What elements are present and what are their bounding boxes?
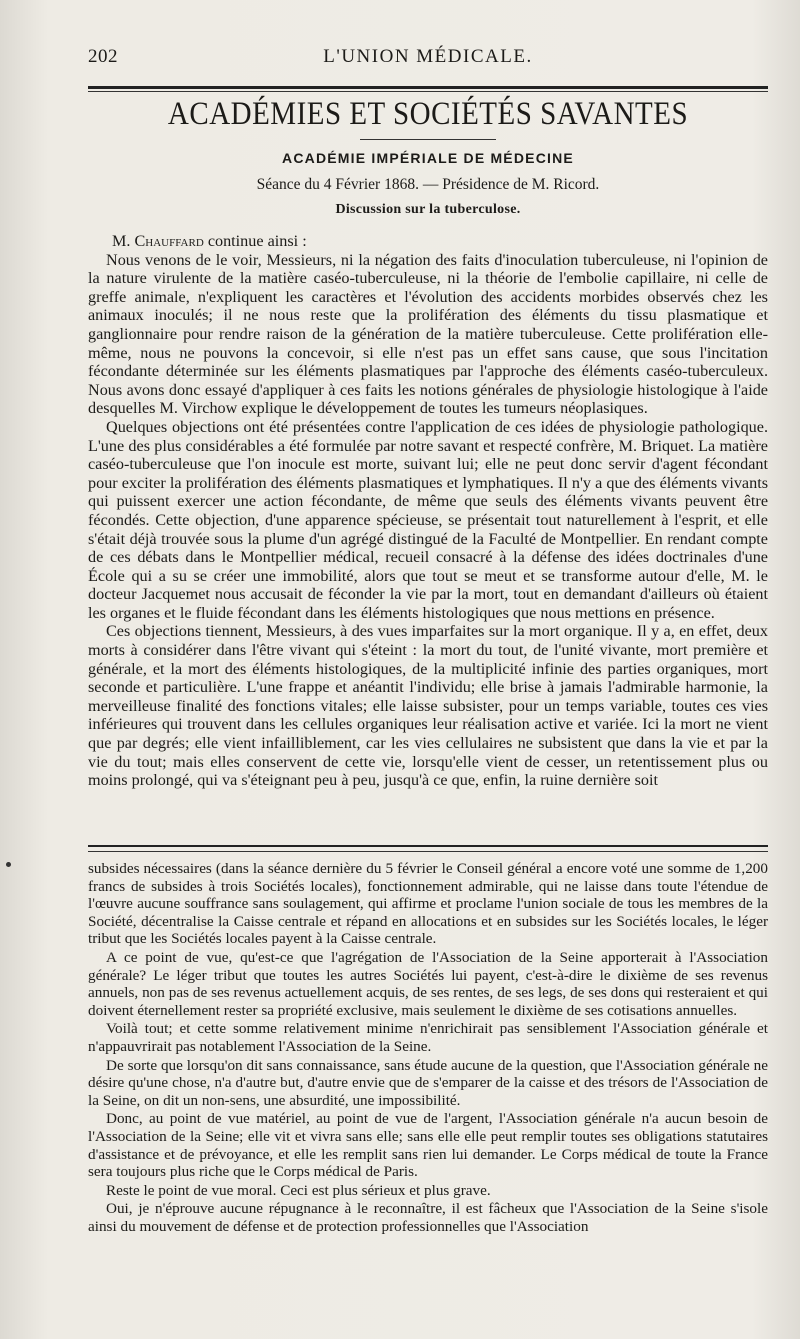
session-line: Séance du 4 Février 1868. — Présidence de M. Ricord. [256,176,600,193]
page-header [88,46,768,76]
page-number: 202 [88,46,118,67]
feuilleton-paragraph: A ce point de vue, qu'est-ce que l'agrégation de l'Association de la Seine apporterait à l'Association générale? Le léger tribut que toutes les autres Sociétés lui payent, c'est-à-dire le dixième de ses revenus annuels, non pas de ses revenus actuellement acquis, de ses rentes, de ses legs, de ses dons qui resteraient et qui doivent éternellement rester sa propriété exclusive, mais seulement le dixième de ses cotisations annuelles. [88,948,768,1019]
body-paragraph: Quelques objections ont été présentées contre l'application de ces idées de physiologie pathologique. L'une des plus considérables a été formulée par notre savant et respecté confrère, M. Briquet. La matière caséo-tuberculeuse que l'on inocule est morte, suivant lui; elle ne peut donc servir d'agent fécondant pour exciter la prolifération des éléments plasmatiques et lymphatiques. Il n'y a que des éléments vivants qui puissent exercer une action fécondante, de même que seuls des éléments vivants peuvent être fécondés. Cette objection, d'une apparence spécieuse, se présentait tout naturellement à l'esprit, et elle s'était déjà trouvée sous la plume d'un agrégé distingué de la Faculté de Montpellier. En rendant compte de ces débats dans le Montpellier médical, recueil consacré à la défense des idées doctrinales d'une École qui a su se créer une immobilité, alors que tout se meut et se transforme autour d'elle, M. le docteur Jacquemet nous accusait de féconder la vie par la mort, tout en demandant d'ailleurs où étaient les organes et le fluide fécondant dans les éléments histologiques que nous mettions en présence. [88,417,768,622]
section-divider [360,139,496,140]
journal-title: L'UNION MÉDICALE. [323,46,533,67]
feuilleton-paragraph: Reste le point de vue moral. Ceci est plus sérieux et plus grave. [106,1181,491,1199]
speaker-line [88,232,768,251]
feuilleton-paragraph: Voilà tout; et cette somme relativement minime n'enrichirait pas sensiblement l'Association générale et n'appauvrirait pas notablement l'Association de la Seine. [88,1020,768,1055]
feuilleton-paragraph: De sorte que lorsqu'on dit sans connaissance, sans étude aucune de la question, que l'Association générale ne désire qu'une chose, n'a d'autre but, d'autre envie que de s'emparer de la caisse et des trésors de l'Association de la Seine, on dit un non-sens, une absurdité, une impossibilité. [88,1056,768,1109]
academy-title: ACADÉMIE IMPÉRIALE DE MÉDECINE [282,150,574,166]
feuilleton-paragraph: subsides nécessaires (dans la séance dernière du 5 février le Conseil général a encore voté une somme de 1,200 francs de subsides à trois Sociétés locales), fonctionnement admirable, qui ne laisse dans toute l'étendue de l'œuvre aucune souffrance sans soulagement, qui affirme et proclame l'union sociale de tous les membres de la Société, décentralise la Caisse centrale et répand en allocations et en subsides sur les Sociétés locales, le léger tribut que les Sociétés locales payent à la Caisse centrale. [88,860,768,948]
discussion-heading: Discussion sur la tuberculose. [335,202,521,217]
speaker-verb: continue ainsi : [207,232,307,250]
body-paragraph: Ces objections tiennent, Messieurs, à des vues imparfaites sur la mort organique. Il y a, en effet, deux morts à considérer dans l'être vivant qui s'éteint : la mort du tout, de l'unité vivante, mort première et générale, et la mort des éléments histologiques, de la multiplicité infinie des parties organiques, mort seconde et particulière. L'une frappe et anéantit l'individu; elle brise à jamais l'admirable harmonie, la merveilleuse finalité des fonctions vitales; elle laisse subsister, pour un temps variable, toutes ces vies inférieures qui trouvent dans les cellules organiques leur réalisation active et variée. Ici la mort ne vient que par degrés; elle vient infailliblement, car les vies cellulaires ne subsistent que dans la vie et par la vie du tout; mais elles conservent de cette vie, lorsqu'elle vient de cesser, un retentissement plus ou moins prolongé, qui va s'éteignant peu à peu, jusqu'à ce que, enfin, la ruine dernière soit [88,622,768,790]
feuilleton-body [88,860,768,1236]
feuilleton-paragraph: Donc, au point de vue matériel, au point de vue de l'argent, l'Association générale n'a aucun besoin de l'Association de la Seine; elle vit et vivra sans elle; sans elle elle peut remplir toutes ses obligations statutaires d'assistance et de prévoyance, et elle les remplit sans rien lui demander. Le Corps médical de toute la France sera toujours plus riche que le Corps médical de Paris. [88,1110,768,1181]
body-paragraph: Nous venons de le voir, Messieurs, ni la négation des faits d'inoculation tuberculeuse, ni l'opinion de la nature virulente de la matière caséo-tuberculeuse, ni la théorie de l'embolie capillaire, ni celle de greffe animale, n'expliquent les caractères et l'évolution des accidents morbides observés chez les animaux inoculés; il ne nous reste que la prolifération des éléments du tissu plasmatique et ganglionnaire pour rendre raison de la génération de la matière tuberculeuse. Cette prolifération elle-même, nous ne pouvons la concevoir, si elle n'est pas un effet sans cause, que sous l'incitation fécondante déterminée sur les éléments plasmatiques par l'approche des éléments caséo-tuberculeux. Nous avons donc essayé d'appliquer à ces faits les notions générales de physiologie histologique à l'aide desquelles M. Virchow explique le développement de toutes les tumeurs néoplasiques. [88,250,768,418]
feuilleton-rule [88,845,768,847]
section-title: ACADÉMIES ET SOCIÉTÉS SAVANTES [167,96,689,132]
header-rule-thin [88,91,768,92]
article-body [88,232,768,790]
header-rule [88,86,768,89]
speaker-name: M. Chauffard [112,232,204,250]
margin-dot [6,862,11,867]
feuilleton-paragraph: Oui, je n'éprouve aucune répugnance à le reconnaître, il est fâcheux que l'Association de la Seine s'isole ainsi du mouvement de défense et de protection professionnelles que l'Association [88,1200,768,1235]
feuilleton-rule-thin [88,851,768,852]
